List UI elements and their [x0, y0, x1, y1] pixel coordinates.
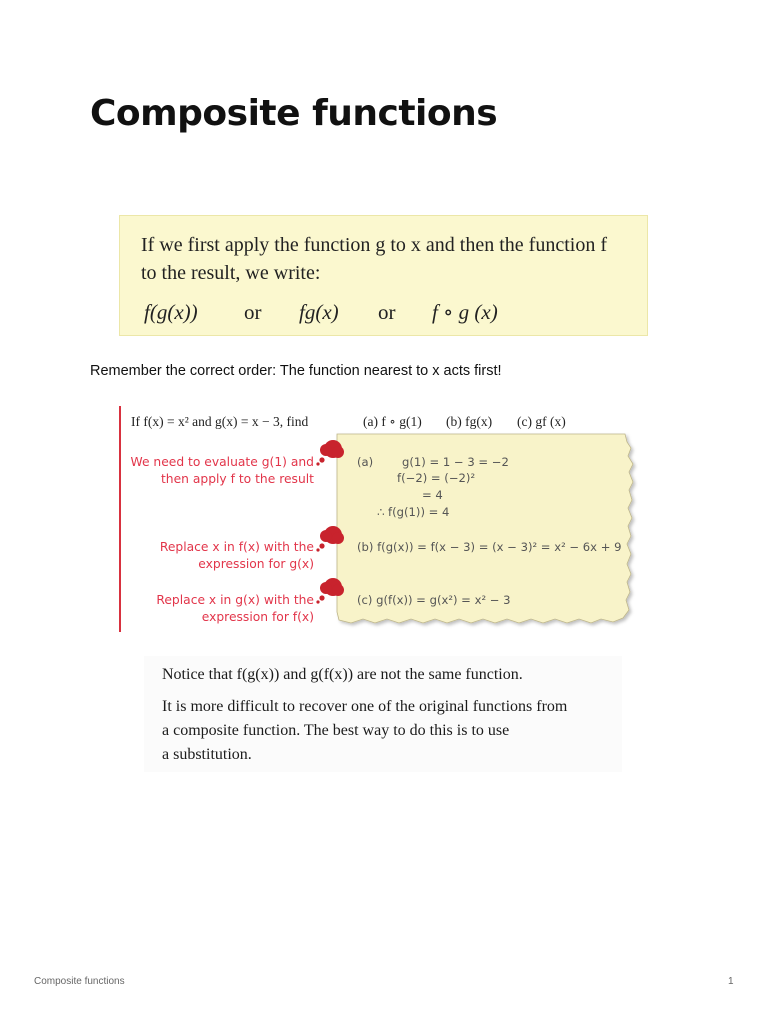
- notation-or-1: or: [244, 300, 262, 324]
- note-line: then apply f to the result: [160, 472, 314, 486]
- notation-or-2: or: [378, 300, 396, 324]
- definition-box: [119, 215, 648, 336]
- note-line: We need to evaluate g(1) and: [130, 455, 314, 469]
- thought-bubble-icon: [315, 576, 345, 604]
- note-line: Replace x in f(x) with the: [159, 540, 314, 554]
- notice-line-3: a composite function. The best way to do this is to use: [162, 722, 510, 739]
- example-part-b: (b) fg(x): [446, 414, 493, 429]
- answer-a-label: (a): [357, 455, 374, 469]
- notice-line-4: a substitution.: [162, 746, 252, 763]
- example-prompt: If f(x) = x² and g(x) = x − 3, find: [131, 414, 309, 429]
- page-title: Composite functions: [90, 93, 498, 134]
- note-line: Replace x in g(x) with the: [156, 593, 314, 607]
- answer-a-line-3: = 4: [422, 488, 443, 502]
- example-part-c: (c) gf (x): [517, 414, 566, 429]
- notation-f-circ-g-of-x: f ∘ g (x): [432, 300, 498, 324]
- answer-a-line-4: ∴ f(g(1)) = 4: [377, 505, 450, 519]
- page-number: 1: [728, 976, 734, 987]
- answer-c: (c) g(f(x)) = g(x²) = x² − 3: [357, 593, 511, 607]
- notation-f-of-g-of-x: f(g(x)): [144, 300, 198, 324]
- example-part-a: (a) f ∘ g(1): [363, 414, 422, 429]
- answer-a-line-1: g(1) = 1 − 3 = −2: [402, 455, 509, 469]
- notation-fg-of-x: fg(x): [299, 300, 339, 324]
- notice-box: [144, 656, 622, 772]
- note-line: expression for f(x): [201, 610, 314, 624]
- footer-title: Composite functions: [34, 976, 125, 987]
- notice-line-2: It is more difficult to recover one of the original functions from: [162, 698, 568, 715]
- definition-line-1: If we first apply the function g to x and then the function f: [141, 234, 607, 256]
- answer-b: (b) f(g(x)) = f(x − 3) = (x − 3)² = x² − 6x + 9: [357, 540, 622, 554]
- thought-bubble-icon: [315, 438, 345, 466]
- answer-a-line-2: f(−2) = (−2)²: [397, 471, 476, 485]
- worked-example: [119, 406, 648, 632]
- definition-line-2: to the result, we write:: [141, 262, 321, 284]
- notice-line-1: Notice that f(g(x)) and g(f(x)) are not the same function.: [162, 666, 523, 683]
- thought-bubble-icon: [315, 524, 345, 552]
- note-evaluate-g1: [131, 454, 315, 488]
- note-replace-x-in-f: [160, 539, 314, 573]
- remember-note: Remember the correct order: The function nearest to x acts first!: [90, 363, 502, 379]
- note-replace-x-in-g: [156, 592, 314, 626]
- note-line: expression for g(x): [198, 557, 314, 571]
